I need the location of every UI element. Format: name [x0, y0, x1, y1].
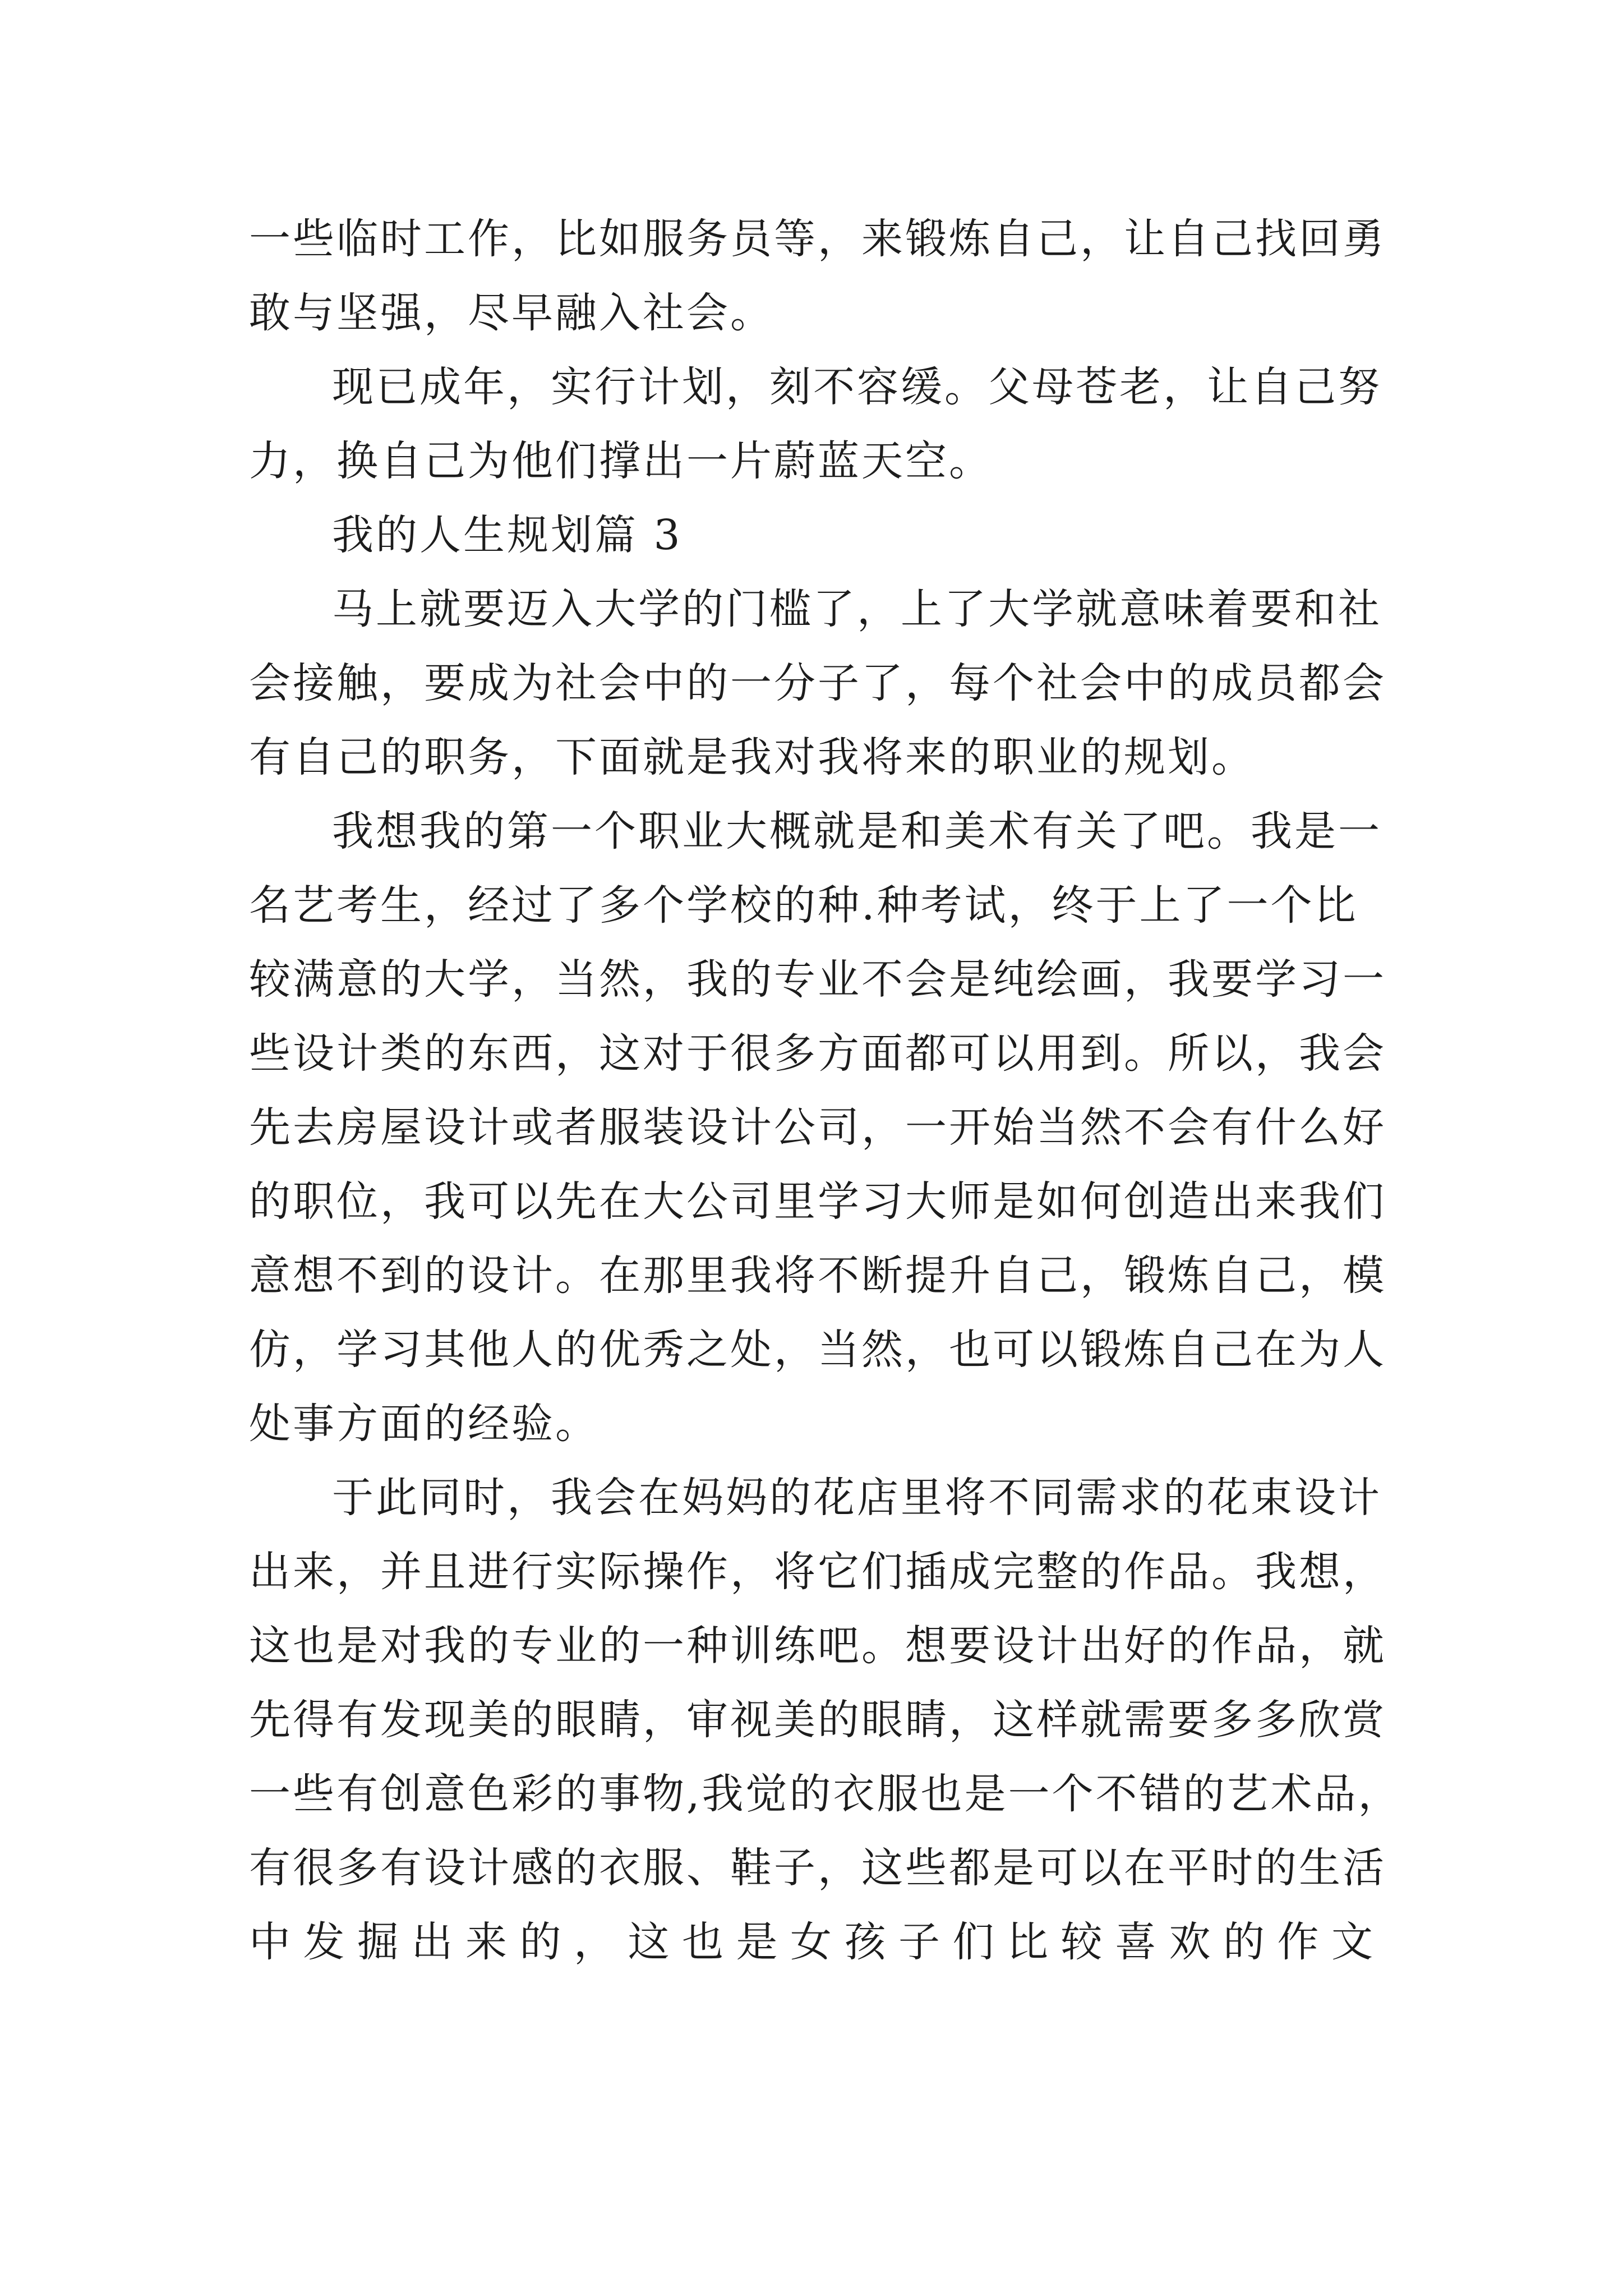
text-line: 这也是对我的专业的一种训练吧。想要设计出好的作品，就 — [249, 1622, 1386, 1670]
spread-char: 子 — [898, 1918, 942, 1966]
spread-char: 掘 — [357, 1918, 401, 1966]
section-heading: 我的人生规划篇 3 — [332, 511, 683, 559]
text-line: 有很多有设计感的衣服、鞋子，这些都是可以在平时的生活 — [249, 1844, 1386, 1892]
spread-char: 比 — [1007, 1918, 1050, 1966]
body-text — [249, 202, 1402, 1979]
text-line: 先得有发现美的眼睛，审视美的眼睛，这样就需要多多欣赏 — [249, 1696, 1386, 1744]
text-line: 力，换自己为他们撑出一片蔚蓝天空。 — [249, 437, 993, 485]
text-line: 处事方面的经验。 — [249, 1400, 599, 1448]
text-line: 敢与坚强，尽早融入社会。 — [249, 289, 774, 337]
spread-char: 较 — [1061, 1918, 1105, 1966]
spread-char: 是 — [736, 1918, 780, 1966]
spread-char: 欢 — [1169, 1918, 1213, 1966]
text-line: 些设计类的东西，这对于很多方面都可以用到。所以，我会 — [249, 1029, 1386, 1078]
spread-char: 中 — [249, 1918, 293, 1966]
spread-char: 的 — [519, 1918, 564, 1966]
paragraph-start-line: 马上就要迈入大学的门槛了，上了大学就意味着要和社 — [332, 585, 1382, 633]
spread-char: 作 — [1277, 1918, 1321, 1966]
spread-char: 发 — [303, 1918, 347, 1966]
spread-char: 这 — [628, 1918, 672, 1966]
spread-char: 的 — [1223, 1918, 1267, 1966]
text-line: 的职位，我可以先在大公司里学习大师是如何创造出来我们 — [249, 1177, 1386, 1226]
spread-char: 孩 — [844, 1918, 888, 1966]
spread-char: 出 — [411, 1918, 455, 1966]
text-line: 较满意的大学，当然，我的专业不会是纯绘画，我要学习一 — [249, 955, 1386, 1004]
spread-char: 也 — [682, 1918, 726, 1966]
text-line: 有自己的职务，下面就是我对我将来的职业的规划。 — [249, 733, 1255, 781]
spread-char: 喜 — [1115, 1918, 1159, 1966]
spread-char: 女 — [790, 1918, 834, 1966]
paragraph-start-line: 于此同时，我会在妈妈的花店里将不同需求的花束设计 — [332, 1474, 1382, 1522]
spread-char: 来 — [465, 1918, 509, 1966]
paragraph-start-line: 我想我的第一个职业大概就是和美术有关了吧。我是一 — [332, 807, 1382, 855]
text-line: 一些有创意色彩的事物,我觉的衣服也是一个不错的艺术品， — [249, 1770, 1402, 1818]
text-line: 一些临时工作，比如服务员等，来锻炼自己，让自己找回勇 — [249, 215, 1386, 263]
paragraph-start-line: 现已成年，实行计划，刻不容缓。父母苍老，让自己努 — [332, 363, 1382, 411]
text-line: 仿，学习其他人的优秀之处，当然，也可以锻炼自己在为人 — [249, 1326, 1386, 1374]
text-line: 会接触，要成为社会中的一分子了，每个社会中的成员都会 — [249, 659, 1386, 707]
text-line: 出来，并且进行实际操作，将它们插成完整的作品。我想， — [249, 1548, 1386, 1596]
text-line: 意想不到的设计。在那里我将不断提升自己，锻炼自己，模 — [249, 1251, 1386, 1300]
last-text-line — [249, 1905, 1375, 1979]
spread-char: 们 — [952, 1918, 997, 1966]
spread-char: ， — [574, 1918, 617, 1966]
text-line: 先去房屋设计或者服装设计公司，一开始当然不会有什么好 — [249, 1103, 1386, 1152]
spread-char: 文 — [1331, 1918, 1375, 1966]
text-line: 名艺考生，经过了多个学校的种.种考试，终于上了一个比 — [249, 881, 1358, 930]
